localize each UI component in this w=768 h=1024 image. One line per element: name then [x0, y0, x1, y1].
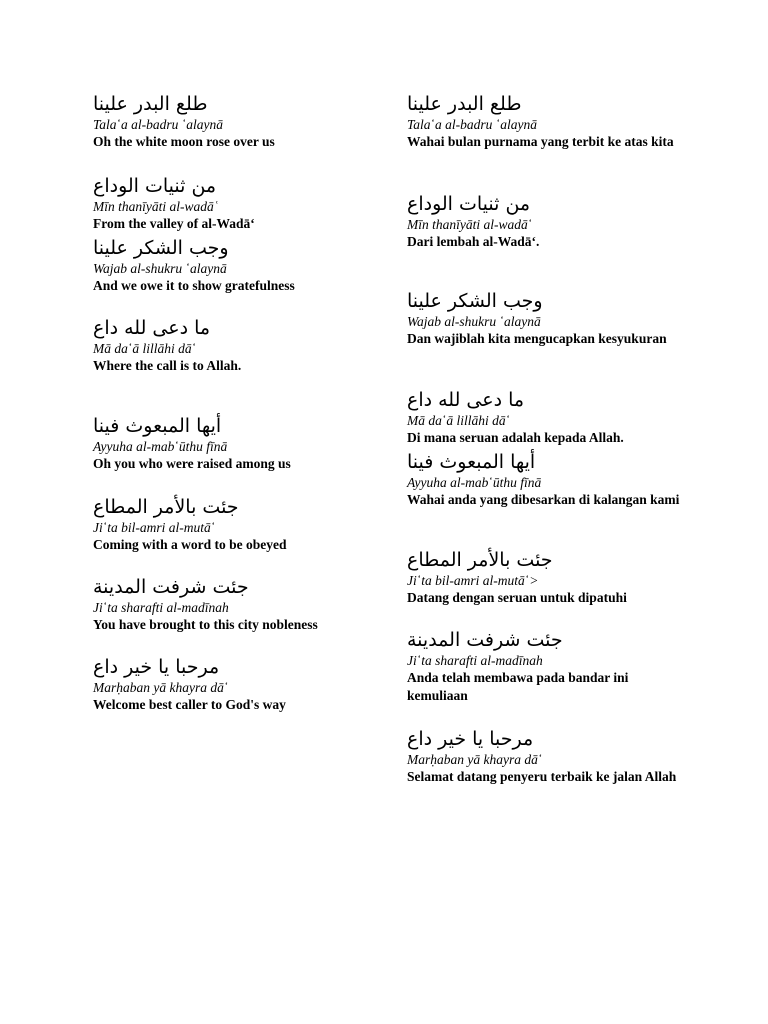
arabic-verse: جئت شرفت المدينة [407, 629, 563, 651]
arabic-verse: طلع البدر علينا [93, 93, 208, 115]
translation: Wahai anda yang dibesarkan di kalangan kami [407, 492, 680, 507]
translation: Dan wajiblah kita mengucapkan kesyukuran [407, 331, 667, 346]
stanza-4 [93, 316, 383, 375]
stanza-3 [407, 289, 692, 348]
arabic-verse: مرحبا يا خير داع [93, 656, 220, 678]
translation: Wahai bulan purnama yang terbit ke atas kita [407, 134, 674, 149]
transliteration: Wajab al-shukru ῾alaynā [407, 314, 541, 329]
transliteration: Wajab al-shukru ῾alaynā [93, 261, 227, 276]
translation: Welcome best caller to God's way [93, 697, 286, 712]
stanza-6 [407, 548, 692, 607]
transliteration: Ayyuha al-mab῾ūthu fīnā [93, 439, 228, 454]
stanza-8 [407, 727, 692, 786]
stanza-8 [93, 655, 383, 714]
arabic-verse: جئت بالأمر المطاع [407, 549, 553, 571]
stanza-2 [93, 174, 383, 233]
transliteration: Ji῾ta sharafti al-madīnah [93, 600, 229, 615]
arabic-verse: ما دعى لله داع [93, 317, 211, 339]
stanza-1 [407, 92, 692, 151]
translation: Where the call is to Allah. [93, 358, 242, 373]
transliteration: Mīn thanīyāti al-wadāʿ [93, 199, 219, 214]
arabic-verse: أيها المبعوث فينا [407, 451, 536, 473]
translation: Dari lembah al-Wadā‘. [407, 234, 540, 249]
translation: Oh the white moon rose over us [93, 134, 275, 149]
arabic-verse: جئت بالأمر المطاع [93, 496, 239, 518]
arabic-verse: أيها المبعوث فينا [93, 415, 222, 437]
arabic-verse: جئت شرفت المدينة [93, 576, 249, 598]
arabic-verse: من ثنيات الوداع [407, 193, 531, 215]
transliteration: Marḥaban yā khayra dā῾ [93, 680, 229, 695]
translation: And we owe it to show gratefulness [93, 278, 295, 293]
translation: You have brought to this city nobleness [93, 617, 318, 632]
stanza-7 [93, 575, 383, 634]
translation: Anda telah membawa pada bandar ini kemuliaan [407, 670, 629, 703]
stanza-1 [93, 92, 383, 151]
transliteration: Ji῾ta sharafti al-madīnah [407, 653, 543, 668]
translation: Datang dengan seruan untuk dipatuhi [407, 590, 627, 605]
translation: Oh you who were raised among us [93, 456, 291, 471]
arabic-verse: مرحبا يا خير داع [407, 728, 534, 750]
transliteration: Tala῾a al-badru ῾alaynā [93, 117, 224, 132]
stanza-5 [407, 450, 692, 509]
transliteration: Mīn thanīyāti al-wadā῾ [407, 217, 533, 232]
transliteration: Mā da῾ā lillāhi dā῾ [407, 413, 511, 428]
stanza-7 [407, 628, 692, 705]
arabic-verse: وجب الشكر علينا [93, 237, 229, 259]
arabic-verse: طلع البدر علينا [407, 93, 522, 115]
transliteration: Marḥaban yā khayra dā῾ [407, 752, 543, 767]
stanza-5 [93, 414, 383, 473]
translation: Selamat datang penyeru terbaik ke jalan Allah [407, 769, 677, 784]
arabic-verse: من ثنيات الوداع [93, 175, 217, 197]
transliteration: Mā da῾ā lillāhi dā῾ [93, 341, 197, 356]
stanza-2 [407, 192, 692, 251]
transliteration: Tala῾a al-badru ῾alaynā [407, 117, 538, 132]
translation: Coming with a word to be obeyed [93, 537, 287, 552]
transliteration: Ji῾ta bil-amri al-mutā῾> [407, 573, 539, 588]
transliteration: Ayyuha al-mab῾ūthu fīnā [407, 475, 542, 490]
stanza-3 [93, 236, 383, 295]
translation: From the valley of al-Wadā‘ [93, 216, 255, 231]
stanza-6 [93, 495, 383, 554]
translation: Di mana seruan adalah kepada Allah. [407, 430, 624, 445]
arabic-verse: ما دعى لله داع [407, 389, 525, 411]
arabic-verse: وجب الشكر علينا [407, 290, 543, 312]
stanza-4 [407, 388, 692, 447]
transliteration: Ji῾ta bil-amri al-mutā῾ [93, 520, 216, 535]
